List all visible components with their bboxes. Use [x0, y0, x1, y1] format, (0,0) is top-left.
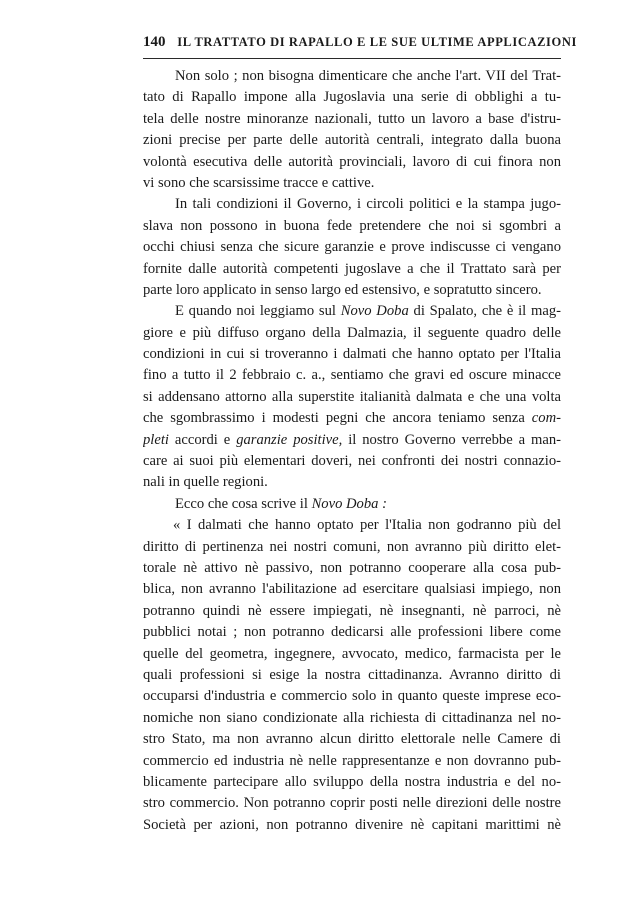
text-line: stro Stato, ma non avranno alcun diritto elettorale nelle Camere di — [143, 731, 561, 748]
newspaper-title: Novo Doba — [340, 303, 409, 320]
newspaper-title: Novo Doba : — [311, 495, 387, 512]
text-line: zioni precise per parte delle autorità centrali, integrato dalla buona — [143, 132, 561, 149]
text-line: pubblici notai ; non potranno dedicarsi alle professioni libere come — [143, 624, 561, 641]
text-line: fino a tutto il 2 febbraio c. a., sentiamo che gravi ed oscure minacce — [143, 367, 561, 384]
text-line: pleti accordi e garanzie positive, il nostro Governo verrebbe a man- — [143, 431, 561, 448]
header-rule — [143, 58, 561, 59]
text-line: torale nè attivo nè passivo, non potranno cooperare alla cosa pub- — [143, 559, 561, 576]
text-line: quelle del geometra, ingegnere, avvocato, medico, farmacista per le — [143, 645, 561, 662]
text-line: vi sono che scarsissime tracce e cattive. — [143, 174, 375, 191]
text-line: parte loro applicato in senso largo ed estensivo, e sopratutto sincero. — [143, 281, 542, 298]
text-line: blica, non avranno l'abilitazione ad esercitare qualsiasi impiego, non — [143, 581, 561, 598]
running-title: IL TRATTATO DI RAPALLO E LE SUE ULTIME APPLICAZIONI — [177, 35, 577, 49]
text-line: commercio ed industria nè nelle rappresentanze e non dovranno pub- — [143, 752, 561, 769]
text-line: tela delle nostre minoranze nazionali, tutto un lavoro a base d'istru- — [143, 110, 561, 127]
text-line: condizioni in cui si troveranno i dalmati che hanno optato per l'Italia — [143, 346, 561, 363]
text-line: volontà esecutiva delle autorità provinciali, lavoro di cui finora non — [143, 153, 561, 170]
text-line: nali in quelle regioni. — [143, 474, 268, 491]
text-line: nomiche non siano condizionate alla richiesta di cittadinanza nel no- — [143, 709, 561, 726]
text-line: « I dalmati che hanno optato per l'Italia non godranno più del — [173, 517, 561, 534]
text-line: potranno quindi nè essere impiegati, nè insegnanti, nè parroci, nè — [143, 602, 561, 619]
body-text — [143, 66, 561, 836]
text-line: che sgombrassimo i modesti pegni che ancora teniamo senza com- — [143, 410, 561, 427]
text-line: tato di Rapallo impone alla Jugoslavia una serie di obblighi a tu- — [143, 89, 561, 106]
running-header — [143, 34, 577, 54]
text-line: occhi chiusi senza che sicure garanzie e prove indiscusse ci vengano — [143, 239, 561, 256]
text-line: quali professioni si esige la nostra cittadinanza. Avranno diritto di — [143, 666, 561, 683]
text-line: Ecco che cosa scrive il Novo Doba : — [175, 495, 387, 512]
text-line: Società per azioni, non potranno divenire nè capitani marittimi nè — [143, 816, 561, 833]
text-line: fornite dalle autorità competenti jugoslave a che il Trattato sarà per — [143, 260, 561, 277]
page-number: 140 — [143, 34, 166, 50]
text-line: giore e più diffuso organo della Dalmazia, il seguente quadro delle — [143, 324, 561, 341]
text-line: occuparsi d'industria e commercio solo in quanto queste imprese eco- — [143, 688, 561, 705]
text-line: stro commercio. Non potranno coprir posti nelle direzioni delle nostre — [143, 795, 561, 812]
text-line: Non solo ; non bisogna dimenticare che anche l'art. VII del Trat- — [175, 68, 561, 84]
text-line: slava non possono in buona fede pretendere che noi si sgombri a — [143, 217, 561, 234]
text-line: In tali condizioni il Governo, i circoli politici e la stampa jugo- — [175, 196, 561, 213]
text-line: diritto di pertinenza nei nostri comuni, non avranno più diritto elet- — [143, 538, 561, 555]
text-line: care ai suoi più elementari doveri, nei confronti dei nostri connazio- — [143, 453, 561, 470]
text-line: E quando noi leggiamo sul Novo Doba di Spalato, che è il mag- — [175, 303, 561, 320]
text-line: blicamente partecipare allo sviluppo della nostra industria e del no- — [143, 773, 561, 790]
text-line: si addensano attorno alla superstite italianità dalmata e che una volta — [143, 388, 561, 405]
